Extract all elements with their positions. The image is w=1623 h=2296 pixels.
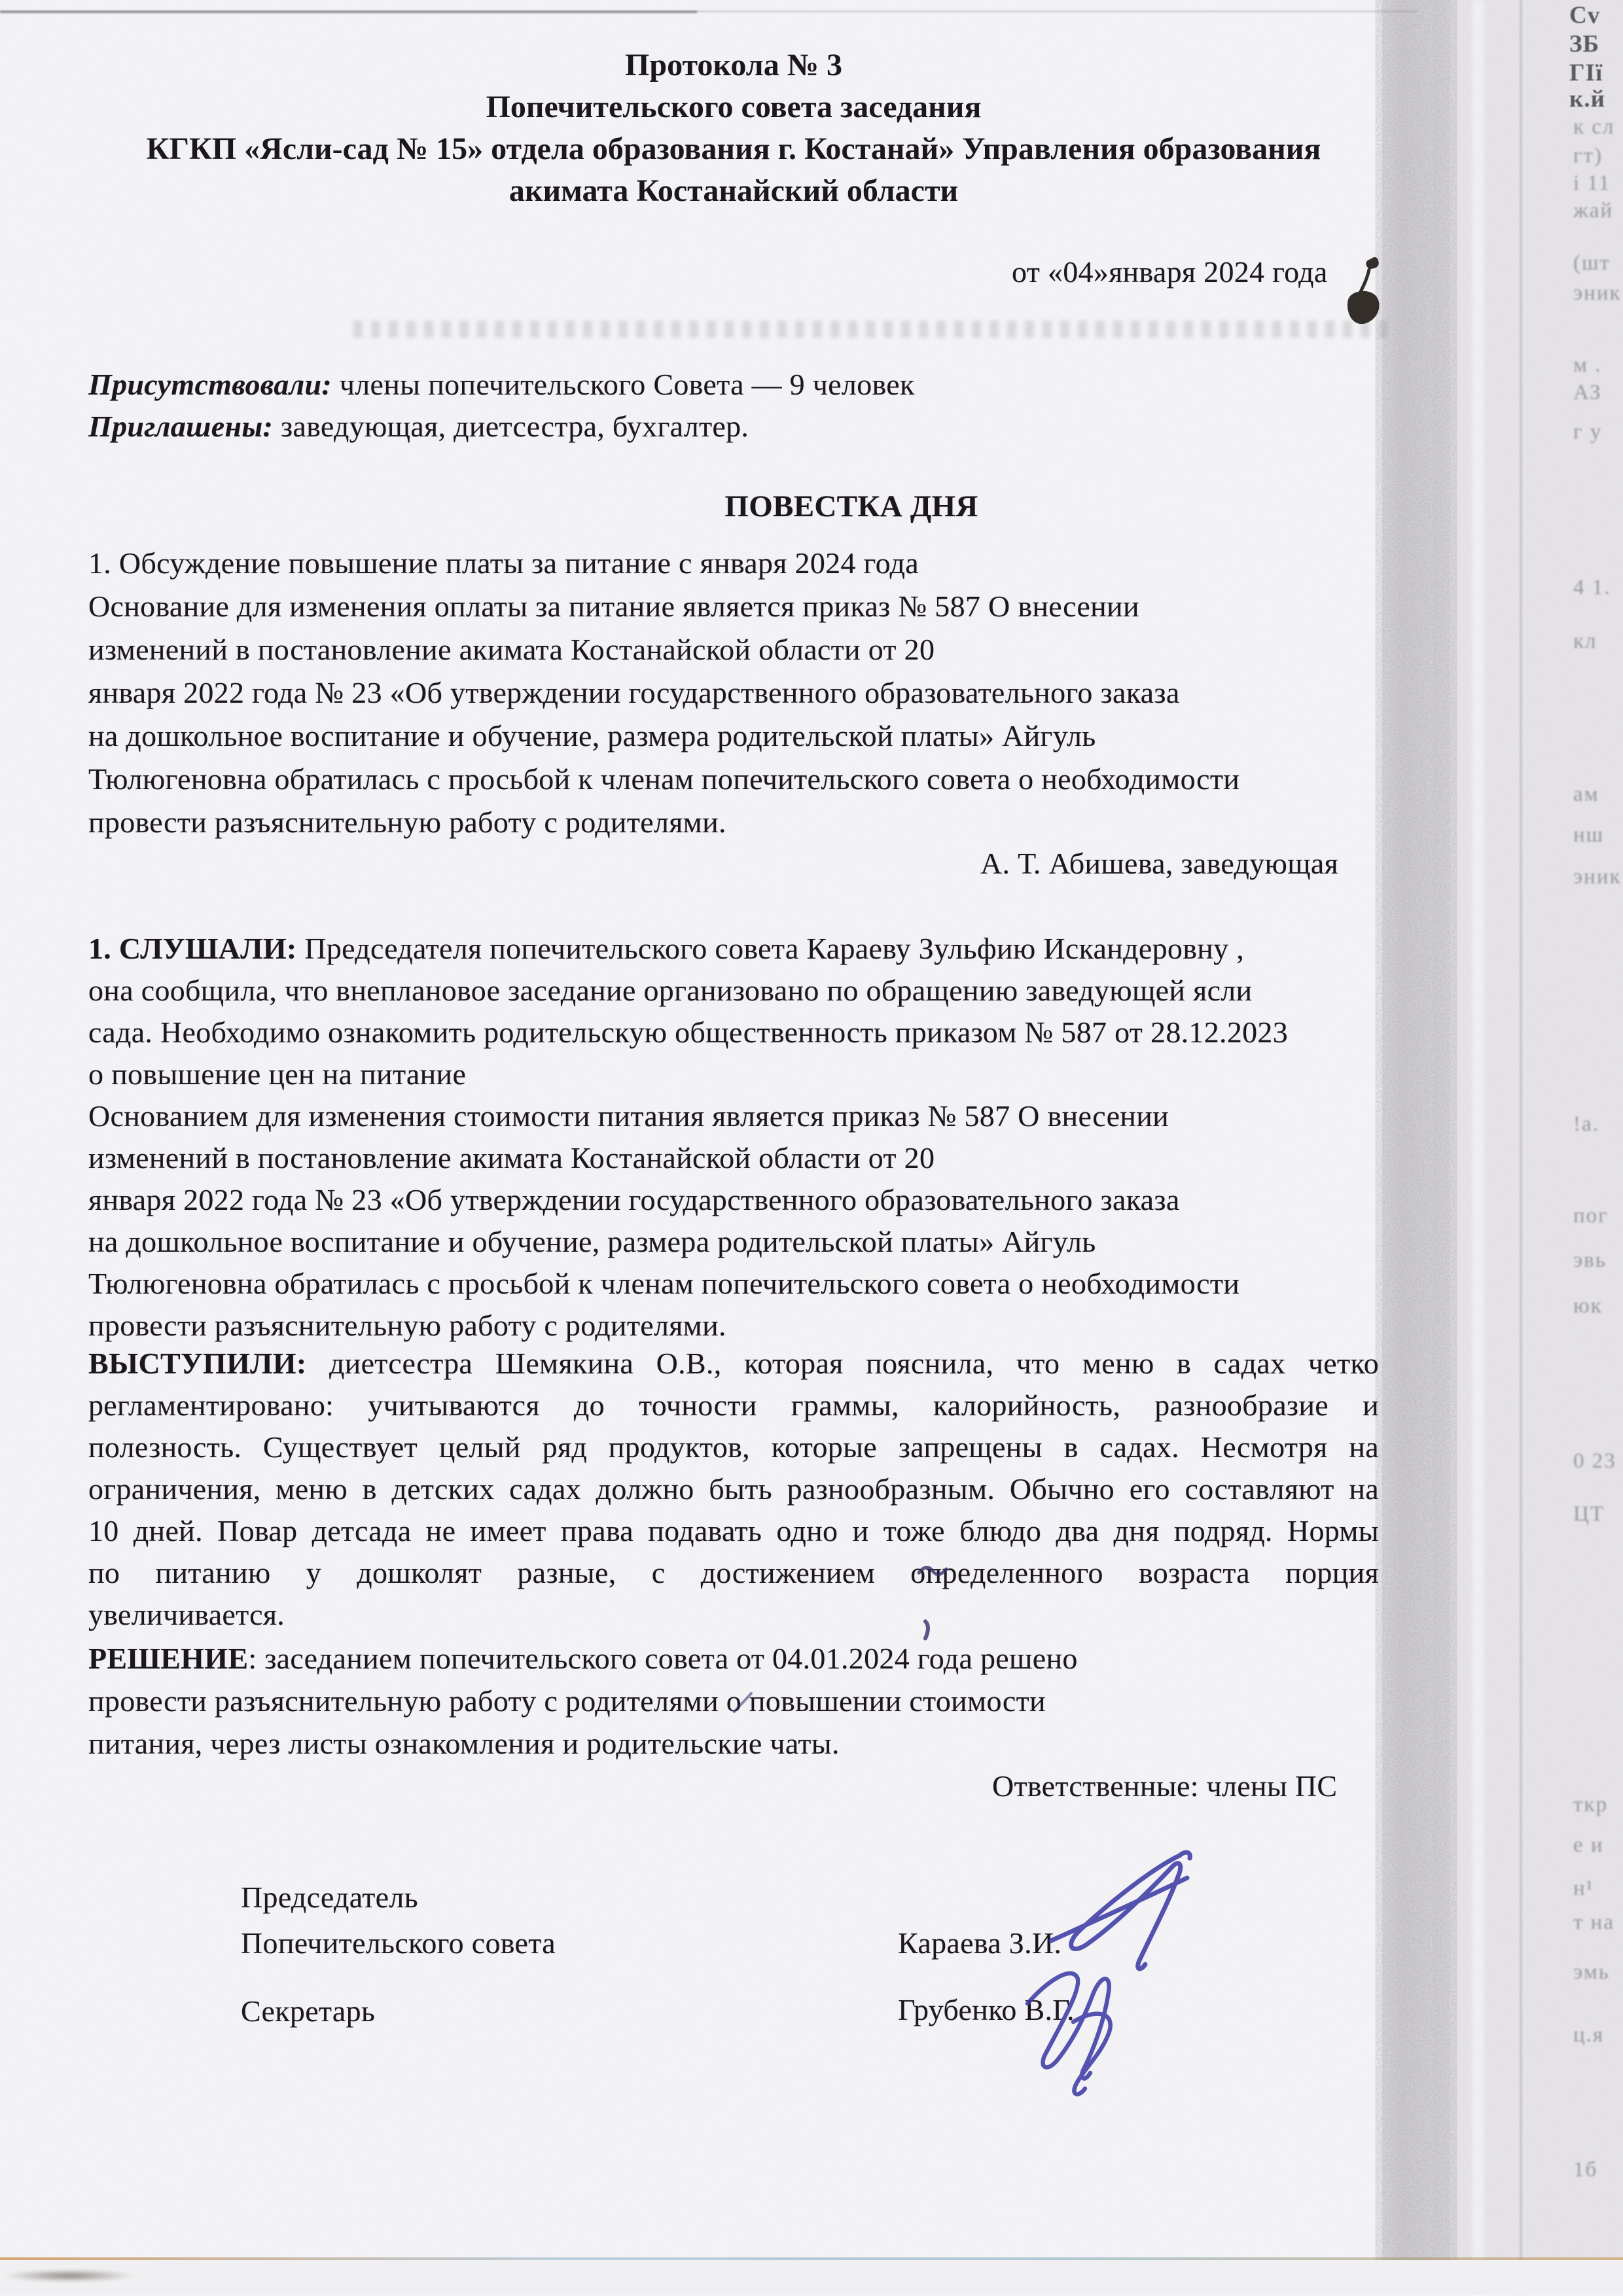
- chair-label-line1: Председатель: [241, 1881, 418, 1914]
- bleed-fragment: ткр: [1573, 1793, 1608, 1816]
- invited-label: Приглашены:: [88, 410, 274, 443]
- bleed-fragment: ЦТ: [1573, 1502, 1605, 1526]
- bleed-fragment: АЗ: [1573, 381, 1602, 404]
- bleed-fragment: к.й: [1569, 86, 1605, 113]
- text-line: изменений в постановление акимата Костанайской области от 20: [88, 633, 935, 666]
- agenda-paragraph: [88, 542, 1379, 844]
- text-line: 10 дней. Повар детсада не имеет права подавать одно и тоже блюдо два дня подряд. Нормы: [88, 1514, 1379, 1547]
- text-line: Тюлюгеновна обратилась с просьбой к членам попечительского совета о необходимости: [88, 1267, 1240, 1300]
- scan-top-edge-line-faint: [697, 10, 1417, 12]
- bleed-fragment: кл: [1573, 629, 1597, 653]
- bleed-fragment: ам: [1573, 783, 1599, 806]
- document-title: [88, 44, 1379, 212]
- agenda-heading: ПОВЕСТКА ДНЯ: [724, 489, 978, 523]
- decision-lines: [88, 1680, 1379, 1765]
- text-line: полезность. Существует целый ряд продуктов, которые запрещены в садах. Несмотря на: [88, 1430, 1379, 1464]
- scan-bottom-strip: [0, 2260, 1623, 2295]
- text-line: ограничения, меню в детских садах должно быть разнообразным. Обычно его составляют на: [88, 1472, 1379, 1506]
- present-label: Присутствовали:: [88, 368, 332, 401]
- bleed-fragment: гт): [1573, 144, 1603, 168]
- scan-streak-faint: [1520, 0, 1522, 2295]
- decision-label: РЕШЕНИЕ: [88, 1642, 249, 1675]
- responsible-line: Ответственные: члены ПС: [992, 1769, 1338, 1803]
- text-line: Основанием для изменения стоимости питания является приказ № 587 О внесении: [88, 1099, 1169, 1133]
- bleed-fragment: е и: [1573, 1833, 1604, 1857]
- text-line: на дошкольное воспитание и обучение, размера родительской платы» Айгуль: [88, 719, 1096, 752]
- text-line: по питанию у дошколят разные, с достижением определенного возраста порция: [88, 1556, 1379, 1589]
- decision-first-text: : заседанием попечительского совета от 04.01.2024 года решено: [248, 1642, 1078, 1675]
- scan-streak-light: [1472, 0, 1484, 2295]
- text-line: регламентировано: учитываются до точности граммы, калорийность, разнообразие и: [88, 1388, 1379, 1422]
- text-line: 1. Обсуждение повышение платы за питание с января 2024 года: [88, 546, 919, 580]
- bleed-fragment: эник: [1573, 281, 1622, 305]
- bleed-fragment: (шт: [1573, 251, 1611, 275]
- spoke-first-line: [88, 1343, 1379, 1385]
- spoke-label: ВЫСТУПИЛИ:: [88, 1347, 307, 1380]
- attendees-block: [88, 364, 1379, 448]
- chair-signature: [1051, 1852, 1190, 1969]
- bleed-fragment: ЗБ: [1569, 31, 1599, 58]
- attendees-invited: [88, 406, 1379, 448]
- decision-paragraph: [88, 1637, 1379, 1765]
- scan-edge-band: [1382, 0, 1450, 2295]
- bleed-fragment: м .: [1573, 353, 1602, 377]
- bleed-fragment: пог: [1573, 1204, 1609, 1227]
- bleed-fragment: т на: [1573, 1911, 1614, 1934]
- chair-name: Караева З.И.: [898, 1926, 1062, 1960]
- spoke-first-text: диетсестра Шемякина О.В., которая пояснила, что меню в садах четко: [306, 1347, 1379, 1380]
- bleed-fragment: ц.я: [1573, 2023, 1605, 2047]
- bleed-fragment: !а.: [1573, 1112, 1599, 1136]
- heard-lines: [88, 970, 1379, 1347]
- bleed-fragment: і 11: [1573, 171, 1611, 195]
- decision-first-line: [88, 1637, 1379, 1680]
- bleed-fragment: н¹: [1573, 1877, 1594, 1900]
- text-line: Тюлюгеновна обратилась с просьбой к членам попечительского совета о необходимости: [88, 762, 1240, 796]
- heard-label: 1. СЛУШАЛИ:: [88, 932, 297, 965]
- text-line: она сообщила, что внеплановое заседание организовано по обращению заведующей ясли: [88, 974, 1253, 1007]
- bleed-fragment: эвь: [1573, 1248, 1607, 1272]
- heard-first-line: [88, 928, 1379, 970]
- text-line: провести разъяснительную работу с родителями.: [88, 805, 726, 839]
- secretary-name: Грубенко В.Г.: [898, 1993, 1075, 2026]
- spoke-paragraph: [88, 1343, 1379, 1636]
- bleed-through-row: [353, 321, 1387, 338]
- present-text: члены попечительского Совета — 9 человек: [332, 368, 915, 401]
- chair-label-line2: Попечительского совета: [241, 1926, 556, 1960]
- bleed-fragment: эник: [1573, 865, 1622, 889]
- bleed-fragment: Сv: [1569, 2, 1601, 29]
- text-line: января 2022 года № 23 «Об утверждении государственного образовательного заказа: [88, 676, 1180, 709]
- heard-first-text: Председателя попечительского совета Караеву Зульфию Искандеровну ,: [296, 932, 1245, 965]
- spoke-lines: [88, 1385, 1379, 1636]
- invited-text: заведующая, диетсестра, бухгалтер.: [273, 410, 749, 443]
- text-line: Основание для изменения оплаты за питание является приказ № 587 О внесении: [88, 590, 1139, 623]
- secretary-label: Секретарь: [241, 1994, 376, 2028]
- bleed-fragment: к сл: [1573, 115, 1615, 139]
- bleed-fragment: нш: [1573, 823, 1605, 847]
- ink-blot: [1347, 257, 1380, 324]
- bleed-fragment: юк: [1573, 1294, 1603, 1318]
- bleed-fragment: 1б: [1573, 2158, 1598, 2181]
- text-line: питания, через листы ознакомления и родительские чаты.: [88, 1727, 840, 1760]
- text-line: о повышение цен на питание: [88, 1057, 467, 1091]
- text-line: изменений в постановление акимата Костанайской области от 20: [88, 1141, 935, 1174]
- date-line: от «04»января 2024 года: [1012, 255, 1328, 289]
- title-line: КГКП «Ясли-сад № 15» отдела образования г. Костанай» Управления образования: [146, 132, 1321, 166]
- bleed-fragment: эмь: [1573, 1960, 1610, 1984]
- text-line: увеличивается.: [88, 1598, 285, 1631]
- heard-paragraph: [88, 928, 1379, 1347]
- scan-bottom-smudge: [4, 2269, 135, 2282]
- scan-top-edge-line: [0, 10, 697, 13]
- title-line: Попечительского совета заседания: [486, 90, 982, 124]
- title-line: Протокола № 3: [625, 48, 842, 82]
- bleed-fragment: 0 23: [1573, 1449, 1616, 1473]
- text-line: провести разъяснительную работу с родителями.: [88, 1309, 726, 1342]
- bleed-fragment: жай: [1573, 199, 1614, 222]
- attendees-present: [88, 364, 1379, 406]
- text-line: на дошкольное воспитание и обучение, размера родительской платы» Айгуль: [88, 1225, 1096, 1258]
- text-line: января 2022 года № 23 «Об утверждении государственного образовательного заказа: [88, 1183, 1180, 1216]
- bleed-fragment: г у: [1573, 420, 1603, 444]
- bleed-fragment: 4 1.: [1573, 576, 1611, 599]
- head-signoff: А. Т. Абишева, заведующая: [980, 847, 1339, 880]
- text-line: сада. Необходимо ознакомить родительскую общественность приказом № 587 от 28.12.2023: [88, 1016, 1289, 1049]
- title-line: акимата Костанайский области: [508, 173, 959, 208]
- bleed-fragment: ГІї: [1569, 60, 1603, 86]
- text-line: провести разъяснительную работу с родителями о повышении стоимости: [88, 1684, 1046, 1718]
